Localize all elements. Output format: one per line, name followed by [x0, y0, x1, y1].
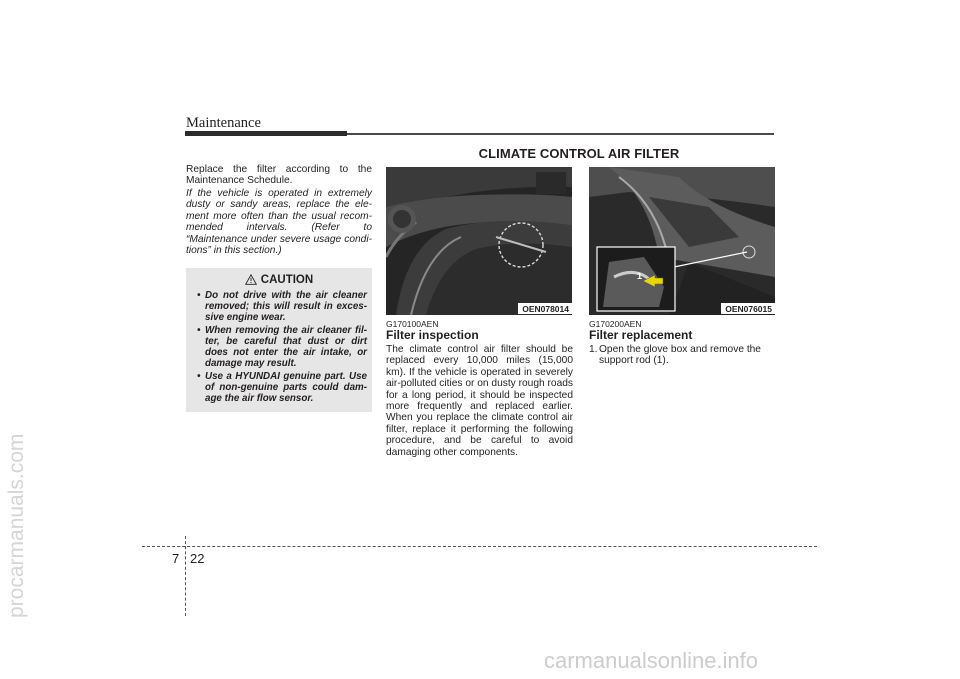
header-rule-thick [185, 131, 347, 136]
chapter-number: 7 [172, 551, 180, 566]
severe-usage-note: If the vehicle is operated in extremely dusty or sandy areas, replace the ele-ment more often than the usual recom-mended intervals. (Refer to “Maintenance under severe usage condi-tions” in this section.) [186, 188, 372, 257]
caution-item: • When removing the air cleaner fil-ter, be careful that dust or dirt does not enter the air intake, or damage may result. [192, 325, 367, 369]
page-header-title: Maintenance [186, 115, 261, 131]
callout-label: 1 [637, 271, 643, 281]
replacement-step-1 [589, 344, 775, 367]
header-rule-thin [347, 133, 774, 135]
caution-item: • Do not drive with the air cleaner removed; this will result in exces-sive engine wear. [192, 290, 367, 323]
support-rod-photo [589, 167, 775, 315]
caution-list [192, 290, 367, 406]
heading-filter-replacement: Filter replacement [589, 328, 693, 342]
caution-box [186, 268, 372, 412]
footer-divider [185, 536, 186, 616]
watermark-bottom: carmanualsonline.info [544, 648, 759, 673]
step-text-continued: support rod (1). [599, 355, 669, 367]
support-rod-photo-illustration [589, 167, 775, 315]
filter-inspection-body: The climate control air filter should be replaced every 10,000 miles (15,000 km). If the vehicle is operated in severely air-polluted cities or on dusty rough roads for a long period, it should be inspected more frequently and replaced earlier. When you replace the climate control air filter, replace it performing the following procedure, and be careful to avoid damaging other components. [386, 344, 573, 458]
photo-code-inspection: OEN078014 [386, 304, 572, 314]
photo-code-replacement: OEN076015 [589, 304, 775, 314]
section-id-inspection: G170100AEN [386, 319, 439, 329]
footer-rule [142, 546, 817, 547]
warning-triangle-icon [245, 274, 257, 285]
intro-paragraph: Replace the filter according to the Maintenance Schedule. [186, 164, 372, 187]
page-number: 22 [190, 551, 205, 566]
caution-heading [186, 274, 372, 286]
glove-box-photo-illustration [386, 167, 572, 315]
caution-item: • Use a HYUNDAI genuine part. Use of non-genuine parts could dam-age the air flow sensor. [192, 371, 367, 404]
caution-heading-text: CAUTION [260, 274, 314, 286]
watermark-left: procarmanuals.com [5, 433, 28, 618]
step-number: 1. [589, 344, 598, 355]
heading-filter-inspection: Filter inspection [386, 328, 479, 342]
section-id-replacement: G170200AEN [589, 319, 642, 329]
step-text: Open the glove box and remove the [599, 344, 761, 355]
glove-box-photo [386, 167, 572, 315]
section-title: CLIMATE CONTROL AIR FILTER [478, 146, 680, 161]
